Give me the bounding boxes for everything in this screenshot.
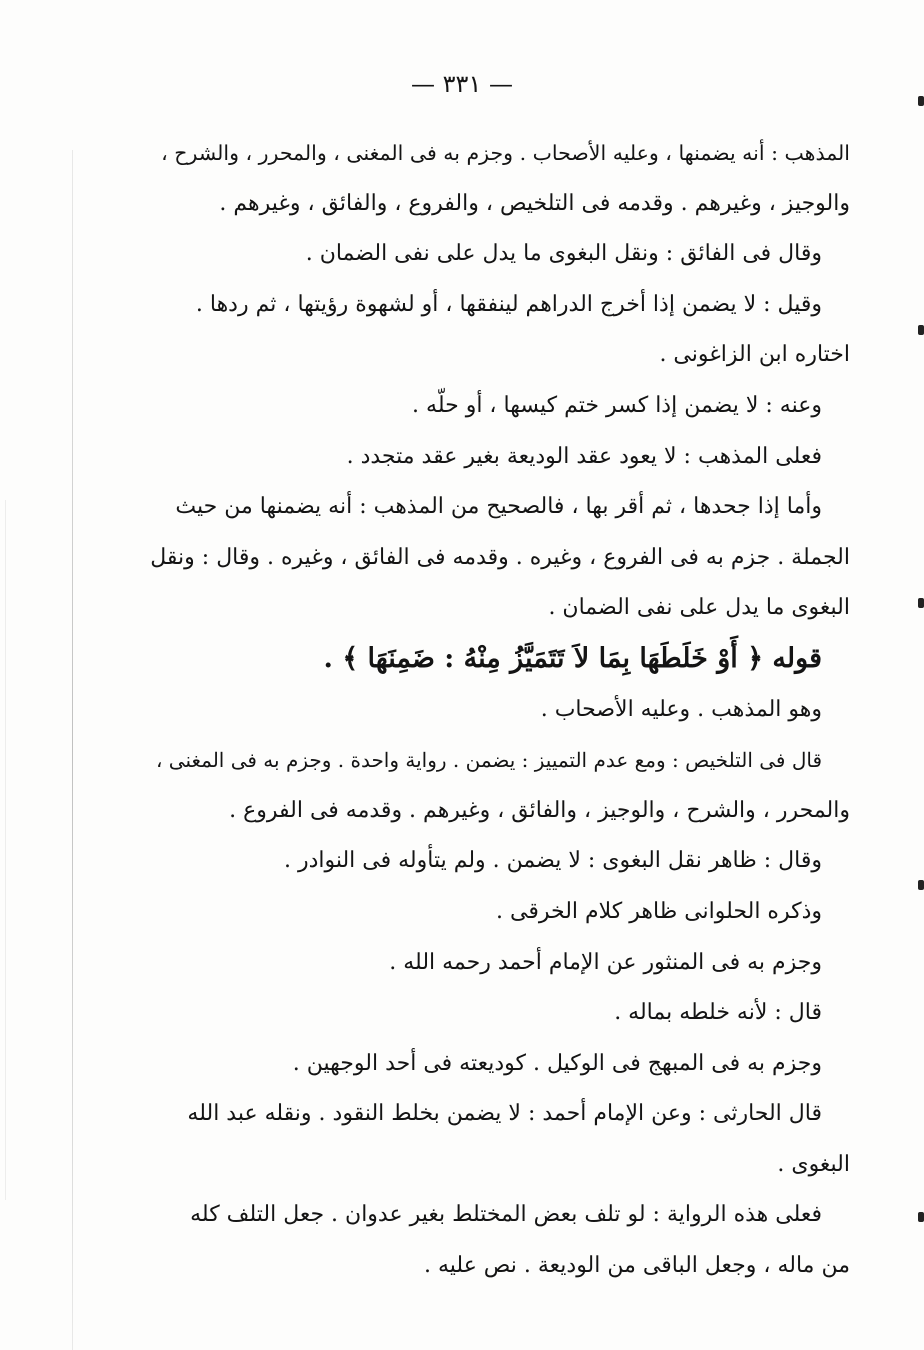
text-line: وجزم به فى المبهج فى الوكيل . كوديعته فى أحد الوجهين . bbox=[292, 1050, 822, 1076]
text-line: البغوى . bbox=[777, 1151, 850, 1177]
text-line: وقال فى الفائق : ونقل البغوى ما يدل على نفى الضمان . bbox=[305, 241, 822, 267]
page-edge-shadow bbox=[5, 500, 6, 1200]
text-line: وقيل : لا يضمن إذا أخرج الدراهم لينفقها ، أو لشهوة رؤيتها ، ثم ردها . bbox=[195, 291, 822, 317]
binding-mark bbox=[918, 325, 924, 335]
text-line: قال فى التلخيص : ومع عدم التمييز : يضمن . رواية واحدة . وجزم به فى المغنى ، bbox=[155, 748, 822, 773]
binding-mark bbox=[918, 96, 924, 106]
text-line: فعلى هذه الرواية : لو تلف بعض المختلط بغير عدوان . جعل التلف كله bbox=[190, 1202, 822, 1228]
text-line: الجملة . جزم به فى الفروع ، وغيره . وقدمه فى الفائق ، وغيره . وقال : ونقل bbox=[150, 544, 850, 570]
page-number: — ٣٣١ — bbox=[411, 70, 513, 98]
text-line: فعلى المذهب : لا يعود عقد الوديعة بغير عقد متجدد . bbox=[346, 443, 822, 469]
section-heading-line: قوله ﴿ أَوْ خَلَطَهَا بِمَا لاَ تَتَمَيَّزُ مِنْهُ : ضَمِنَهَا ﴾ . bbox=[323, 642, 822, 674]
text-line: المذهب : أنه يضمنها ، وعليه الأصحاب . وجزم به فى المغنى ، والمحرر ، والشرح ، bbox=[161, 141, 850, 165]
text-line: قال الحارثى : وعن الإمام أحمد : لا يضمن بخلط النقود . ونقله عبد الله bbox=[187, 1101, 822, 1127]
text-line: والمحرر ، والشرح ، والوجيز ، والفائق ، وغيرهم . وقدمه فى الفروع . bbox=[229, 797, 850, 823]
text-line: وعنه : لا يضمن إذا كسر ختم كيسها ، أو حلّه . bbox=[412, 392, 822, 418]
binding-mark bbox=[918, 1212, 924, 1222]
text-line: البغوى ما يدل على نفى الضمان . bbox=[548, 595, 850, 621]
text-line: قال : لأنه خلطه بماله . bbox=[614, 1000, 822, 1026]
text-line: وذكره الحلوانى ظاهر كلام الخرقى . bbox=[496, 898, 822, 924]
binding-mark bbox=[918, 880, 924, 890]
text-line: من ماله ، وجعل الباقى من الوديعة . نص عليه . bbox=[423, 1253, 850, 1279]
body-text bbox=[150, 128, 850, 1292]
text-line: وقال : ظاهر نقل البغوى : لا يضمن . ولم يتأوله فى النوادر . bbox=[283, 848, 822, 874]
text-line: اختاره ابن الزاغونى . bbox=[659, 342, 850, 368]
binding-mark bbox=[918, 598, 924, 608]
text-line: وجزم به فى المنثور عن الإمام أحمد رحمه الله . bbox=[389, 949, 822, 975]
text-line: وهو المذهب . وعليه الأصحاب . bbox=[540, 696, 822, 722]
text-line: وأما إذا جحدها ، ثم أقر بها ، فالصحيح من المذهب : أنه يضمنها من حيث bbox=[175, 494, 822, 520]
page-fold-shadow bbox=[72, 150, 73, 1350]
text-line: والوجيز ، وغيرهم . وقدمه فى التلخيص ، والفروع ، والفائق ، وغيرهم . bbox=[219, 190, 850, 216]
